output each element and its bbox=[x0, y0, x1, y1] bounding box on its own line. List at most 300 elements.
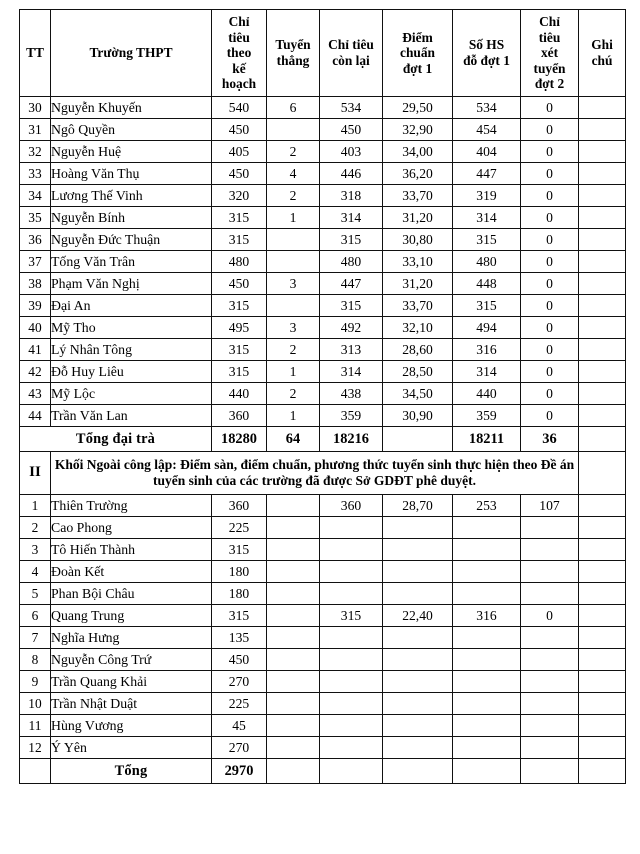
total-label-private: Tổng bbox=[51, 759, 212, 784]
public-cell-plan-quota: 315 bbox=[212, 229, 267, 251]
private-cell-quota-round2: 0 bbox=[521, 605, 579, 627]
public-cell-passed-round1: 314 bbox=[453, 361, 521, 383]
private-cell-direct-admission bbox=[267, 737, 320, 759]
total-benchmark-public bbox=[383, 427, 453, 452]
public-cell-plan-quota: 315 bbox=[212, 207, 267, 229]
private-cell-plan-quota: 45 bbox=[212, 715, 267, 737]
header-line: chú bbox=[591, 53, 613, 68]
table-row bbox=[20, 405, 626, 427]
public-cell-tt: 43 bbox=[20, 383, 51, 405]
private-cell-quota-round2: 107 bbox=[521, 495, 579, 517]
public-cell-direct-admission: 3 bbox=[267, 317, 320, 339]
public-cell-benchmark-round1: 36,20 bbox=[383, 163, 453, 185]
header-line: đợt 1 bbox=[402, 60, 433, 76]
public-cell-note bbox=[579, 141, 626, 163]
public-cell-direct-admission: 1 bbox=[267, 207, 320, 229]
private-cell-benchmark-round1 bbox=[383, 561, 453, 583]
public-cell-quota-round2: 0 bbox=[521, 207, 579, 229]
total-row-private bbox=[20, 759, 626, 784]
header-line: Chỉ bbox=[228, 14, 250, 30]
public-cell-quota-round2: 0 bbox=[521, 383, 579, 405]
header-line: Điểm bbox=[402, 29, 433, 45]
public-cell-benchmark-round1: 32,90 bbox=[383, 119, 453, 141]
public-cell-note bbox=[579, 273, 626, 295]
private-cell-remaining-quota bbox=[320, 671, 383, 693]
total-remaining-quota-private bbox=[320, 759, 383, 784]
public-cell-plan-quota: 360 bbox=[212, 405, 267, 427]
private-cell-note bbox=[579, 517, 626, 539]
private-cell-note bbox=[579, 649, 626, 671]
public-cell-school: Lý Nhân Tông bbox=[51, 339, 212, 361]
public-cell-remaining-quota: 447 bbox=[320, 273, 383, 295]
table-row bbox=[20, 273, 626, 295]
private-cell-benchmark-round1: 28,70 bbox=[383, 495, 453, 517]
private-cell-plan-quota: 135 bbox=[212, 627, 267, 649]
column-header-plan-quota bbox=[212, 10, 267, 97]
public-cell-passed-round1: 404 bbox=[453, 141, 521, 163]
public-cell-passed-round1: 316 bbox=[453, 339, 521, 361]
public-cell-school: Lương Thế Vinh bbox=[51, 185, 212, 207]
public-cell-note bbox=[579, 251, 626, 273]
public-cell-tt: 36 bbox=[20, 229, 51, 251]
public-cell-direct-admission: 1 bbox=[267, 361, 320, 383]
private-cell-plan-quota: 450 bbox=[212, 649, 267, 671]
public-cell-direct-admission bbox=[267, 229, 320, 251]
public-cell-school: Phạm Văn Nghị bbox=[51, 273, 212, 295]
table-row bbox=[20, 539, 626, 561]
table-row bbox=[20, 605, 626, 627]
private-cell-benchmark-round1 bbox=[383, 517, 453, 539]
public-cell-tt: 35 bbox=[20, 207, 51, 229]
private-cell-note bbox=[579, 539, 626, 561]
private-cell-benchmark-round1: 22,40 bbox=[383, 605, 453, 627]
table-row bbox=[20, 383, 626, 405]
table-body-private-schools bbox=[20, 452, 626, 784]
private-cell-passed-round1: 316 bbox=[453, 605, 521, 627]
private-cell-school: Nghĩa Hưng bbox=[51, 627, 212, 649]
table-row bbox=[20, 361, 626, 383]
public-cell-remaining-quota: 446 bbox=[320, 163, 383, 185]
private-cell-tt: 9 bbox=[20, 671, 51, 693]
private-cell-note bbox=[579, 605, 626, 627]
public-cell-passed-round1: 454 bbox=[453, 119, 521, 141]
private-cell-plan-quota: 180 bbox=[212, 561, 267, 583]
header-line: xét bbox=[540, 45, 559, 61]
public-cell-tt: 31 bbox=[20, 119, 51, 141]
private-cell-school: Thiên Trường bbox=[51, 495, 212, 517]
header-line: Chỉ tiêu bbox=[328, 37, 374, 53]
public-cell-direct-admission: 2 bbox=[267, 141, 320, 163]
total-tt-private bbox=[20, 759, 51, 784]
public-cell-quota-round2: 0 bbox=[521, 251, 579, 273]
table-body-public-schools bbox=[20, 97, 626, 452]
private-cell-tt: 12 bbox=[20, 737, 51, 759]
private-cell-plan-quota: 315 bbox=[212, 539, 267, 561]
public-cell-passed-round1: 447 bbox=[453, 163, 521, 185]
table-row bbox=[20, 737, 626, 759]
column-header-remaining-quota bbox=[320, 10, 383, 97]
public-cell-note bbox=[579, 97, 626, 119]
private-cell-quota-round2 bbox=[521, 649, 579, 671]
public-cell-direct-admission bbox=[267, 251, 320, 273]
private-cell-tt: 5 bbox=[20, 583, 51, 605]
public-cell-quota-round2: 0 bbox=[521, 317, 579, 339]
public-cell-remaining-quota: 438 bbox=[320, 383, 383, 405]
private-cell-quota-round2 bbox=[521, 539, 579, 561]
private-cell-quota-round2 bbox=[521, 561, 579, 583]
private-cell-school: Đoàn Kết bbox=[51, 561, 212, 583]
table-row bbox=[20, 583, 626, 605]
private-cell-note bbox=[579, 561, 626, 583]
public-cell-quota-round2: 0 bbox=[521, 97, 579, 119]
private-cell-tt: 11 bbox=[20, 715, 51, 737]
private-cell-remaining-quota: 360 bbox=[320, 495, 383, 517]
public-cell-quota-round2: 0 bbox=[521, 339, 579, 361]
public-cell-benchmark-round1: 33,70 bbox=[383, 185, 453, 207]
total-benchmark-private bbox=[383, 759, 453, 784]
header-line: chuẩn bbox=[400, 45, 435, 61]
table-header bbox=[20, 10, 626, 97]
header-line: thẳng bbox=[276, 53, 310, 68]
column-header-benchmark-round1 bbox=[383, 10, 453, 97]
public-cell-note bbox=[579, 317, 626, 339]
table-row bbox=[20, 495, 626, 517]
private-cell-passed-round1 bbox=[453, 627, 521, 649]
public-cell-school: Mỹ Lộc bbox=[51, 383, 212, 405]
table-row bbox=[20, 517, 626, 539]
table-row bbox=[20, 627, 626, 649]
public-cell-tt: 34 bbox=[20, 185, 51, 207]
private-cell-passed-round1 bbox=[453, 561, 521, 583]
private-cell-direct-admission bbox=[267, 539, 320, 561]
public-cell-benchmark-round1: 29,50 bbox=[383, 97, 453, 119]
header-line: Chỉ bbox=[539, 14, 560, 30]
public-cell-note bbox=[579, 339, 626, 361]
public-cell-benchmark-round1: 33,70 bbox=[383, 295, 453, 317]
private-cell-remaining-quota bbox=[320, 583, 383, 605]
public-cell-school: Trần Văn Lan bbox=[51, 405, 212, 427]
header-row bbox=[20, 10, 626, 97]
private-cell-note bbox=[579, 715, 626, 737]
column-header-note bbox=[579, 10, 626, 97]
private-cell-quota-round2 bbox=[521, 627, 579, 649]
total-row-public bbox=[20, 427, 626, 452]
table-row bbox=[20, 97, 626, 119]
public-cell-benchmark-round1: 28,60 bbox=[383, 339, 453, 361]
table-row bbox=[20, 339, 626, 361]
public-cell-school: Nguyễn Bính bbox=[51, 207, 212, 229]
public-cell-direct-admission: 3 bbox=[267, 273, 320, 295]
header-line: Tuyển bbox=[275, 37, 311, 53]
private-cell-tt: 3 bbox=[20, 539, 51, 561]
public-cell-passed-round1: 359 bbox=[453, 405, 521, 427]
public-cell-plan-quota: 540 bbox=[212, 97, 267, 119]
public-cell-direct-admission: 4 bbox=[267, 163, 320, 185]
public-cell-tt: 42 bbox=[20, 361, 51, 383]
public-cell-school: Nguyễn Khuyến bbox=[51, 97, 212, 119]
total-passed-round1-public: 18211 bbox=[453, 427, 521, 452]
private-cell-school: Ý Yên bbox=[51, 737, 212, 759]
private-cell-quota-round2 bbox=[521, 737, 579, 759]
public-cell-plan-quota: 315 bbox=[212, 361, 267, 383]
private-cell-plan-quota: 225 bbox=[212, 517, 267, 539]
private-cell-school: Phan Bội Châu bbox=[51, 583, 212, 605]
private-cell-benchmark-round1 bbox=[383, 715, 453, 737]
public-cell-tt: 40 bbox=[20, 317, 51, 339]
private-cell-benchmark-round1 bbox=[383, 627, 453, 649]
private-cell-plan-quota: 270 bbox=[212, 671, 267, 693]
header-line: đợt 2 bbox=[534, 76, 565, 92]
public-cell-tt: 38 bbox=[20, 273, 51, 295]
private-cell-note bbox=[579, 737, 626, 759]
public-cell-tt: 32 bbox=[20, 141, 51, 163]
private-cell-tt: 8 bbox=[20, 649, 51, 671]
public-cell-benchmark-round1: 30,80 bbox=[383, 229, 453, 251]
public-cell-benchmark-round1: 31,20 bbox=[383, 207, 453, 229]
private-cell-direct-admission bbox=[267, 605, 320, 627]
private-cell-plan-quota: 180 bbox=[212, 583, 267, 605]
public-cell-school: Nguyễn Đức Thuận bbox=[51, 229, 212, 251]
private-cell-passed-round1: 253 bbox=[453, 495, 521, 517]
private-cell-passed-round1 bbox=[453, 649, 521, 671]
private-cell-tt: 10 bbox=[20, 693, 51, 715]
private-cell-direct-admission bbox=[267, 561, 320, 583]
private-cell-plan-quota: 225 bbox=[212, 693, 267, 715]
public-cell-school: Ngô Quyền bbox=[51, 119, 212, 141]
public-cell-note bbox=[579, 383, 626, 405]
public-cell-direct-admission: 2 bbox=[267, 339, 320, 361]
private-cell-remaining-quota bbox=[320, 715, 383, 737]
enrollment-table bbox=[19, 9, 626, 784]
private-cell-quota-round2 bbox=[521, 693, 579, 715]
public-cell-quota-round2: 0 bbox=[521, 141, 579, 163]
public-cell-passed-round1: 494 bbox=[453, 317, 521, 339]
public-cell-plan-quota: 315 bbox=[212, 339, 267, 361]
column-header-passed-round1 bbox=[453, 10, 521, 97]
public-cell-benchmark-round1: 34,50 bbox=[383, 383, 453, 405]
public-cell-note bbox=[579, 207, 626, 229]
private-cell-school: Nguyễn Công Trứ bbox=[51, 649, 212, 671]
private-cell-benchmark-round1 bbox=[383, 539, 453, 561]
section-heading-text: Khối Ngoài công lập: Điểm sàn, điểm chuẩn, phương thức tuyển sinh thực hiện theo Đề án tuyển sinh của các trường đã được Sở GDĐT phê duyệt. bbox=[51, 452, 579, 495]
private-cell-benchmark-round1 bbox=[383, 737, 453, 759]
private-cell-school: Hùng Vương bbox=[51, 715, 212, 737]
private-cell-quota-round2 bbox=[521, 671, 579, 693]
public-cell-tt: 37 bbox=[20, 251, 51, 273]
public-cell-plan-quota: 450 bbox=[212, 273, 267, 295]
public-cell-remaining-quota: 318 bbox=[320, 185, 383, 207]
public-cell-quota-round2: 0 bbox=[521, 361, 579, 383]
table-row bbox=[20, 693, 626, 715]
public-cell-benchmark-round1: 31,20 bbox=[383, 273, 453, 295]
private-cell-remaining-quota bbox=[320, 539, 383, 561]
header-line: Ghi bbox=[591, 37, 613, 53]
private-cell-remaining-quota bbox=[320, 649, 383, 671]
public-cell-remaining-quota: 403 bbox=[320, 141, 383, 163]
public-cell-remaining-quota: 315 bbox=[320, 295, 383, 317]
public-cell-quota-round2: 0 bbox=[521, 119, 579, 141]
public-cell-quota-round2: 0 bbox=[521, 273, 579, 295]
public-cell-passed-round1: 440 bbox=[453, 383, 521, 405]
total-note-private bbox=[579, 759, 626, 784]
public-cell-passed-round1: 448 bbox=[453, 273, 521, 295]
private-cell-quota-round2 bbox=[521, 517, 579, 539]
public-cell-school: Hoàng Văn Thụ bbox=[51, 163, 212, 185]
private-cell-plan-quota: 315 bbox=[212, 605, 267, 627]
public-cell-direct-admission: 2 bbox=[267, 185, 320, 207]
section-note-cell bbox=[579, 452, 626, 495]
table-row bbox=[20, 185, 626, 207]
header-line: kế bbox=[232, 60, 246, 76]
public-cell-direct-admission bbox=[267, 295, 320, 317]
public-cell-note bbox=[579, 405, 626, 427]
section-roman-numeral: II bbox=[20, 452, 51, 495]
private-cell-note bbox=[579, 583, 626, 605]
private-cell-direct-admission bbox=[267, 495, 320, 517]
public-cell-note bbox=[579, 185, 626, 207]
private-cell-direct-admission bbox=[267, 627, 320, 649]
private-cell-note bbox=[579, 671, 626, 693]
private-cell-note bbox=[579, 693, 626, 715]
private-cell-passed-round1 bbox=[453, 539, 521, 561]
public-cell-remaining-quota: 492 bbox=[320, 317, 383, 339]
private-cell-direct-admission bbox=[267, 671, 320, 693]
private-cell-note bbox=[579, 495, 626, 517]
public-cell-plan-quota: 315 bbox=[212, 295, 267, 317]
private-cell-remaining-quota bbox=[320, 517, 383, 539]
public-cell-benchmark-round1: 28,50 bbox=[383, 361, 453, 383]
column-header-school: Trường THPT bbox=[51, 10, 212, 97]
public-cell-school: Đỗ Huy Liêu bbox=[51, 361, 212, 383]
total-direct-admission-private bbox=[267, 759, 320, 784]
total-quota-round2-public: 36 bbox=[521, 427, 579, 452]
total-plan-quota-public: 18280 bbox=[212, 427, 267, 452]
total-plan-quota-private: 2970 bbox=[212, 759, 267, 784]
private-cell-remaining-quota bbox=[320, 627, 383, 649]
private-cell-direct-admission bbox=[267, 517, 320, 539]
table-row bbox=[20, 119, 626, 141]
column-header-quota-round2 bbox=[521, 10, 579, 97]
column-header-tt: TT bbox=[20, 10, 51, 97]
private-cell-passed-round1 bbox=[453, 517, 521, 539]
public-cell-passed-round1: 534 bbox=[453, 97, 521, 119]
private-cell-benchmark-round1 bbox=[383, 649, 453, 671]
public-cell-plan-quota: 440 bbox=[212, 383, 267, 405]
private-cell-quota-round2 bbox=[521, 715, 579, 737]
public-cell-plan-quota: 480 bbox=[212, 251, 267, 273]
public-cell-remaining-quota: 314 bbox=[320, 207, 383, 229]
enrollment-table-sheet bbox=[19, 9, 625, 784]
public-cell-tt: 44 bbox=[20, 405, 51, 427]
public-cell-plan-quota: 405 bbox=[212, 141, 267, 163]
total-direct-admission-public: 64 bbox=[267, 427, 320, 452]
table-row bbox=[20, 251, 626, 273]
public-cell-plan-quota: 450 bbox=[212, 163, 267, 185]
private-cell-school: Tô Hiến Thành bbox=[51, 539, 212, 561]
public-cell-remaining-quota: 534 bbox=[320, 97, 383, 119]
public-cell-passed-round1: 315 bbox=[453, 229, 521, 251]
private-cell-tt: 7 bbox=[20, 627, 51, 649]
public-cell-passed-round1: 314 bbox=[453, 207, 521, 229]
public-cell-benchmark-round1: 30,90 bbox=[383, 405, 453, 427]
private-cell-tt: 2 bbox=[20, 517, 51, 539]
public-cell-note bbox=[579, 295, 626, 317]
public-cell-quota-round2: 0 bbox=[521, 163, 579, 185]
private-cell-direct-admission bbox=[267, 715, 320, 737]
private-cell-passed-round1 bbox=[453, 693, 521, 715]
public-cell-direct-admission: 1 bbox=[267, 405, 320, 427]
header-line: còn lại bbox=[332, 53, 370, 68]
private-cell-benchmark-round1 bbox=[383, 693, 453, 715]
public-cell-remaining-quota: 359 bbox=[320, 405, 383, 427]
private-cell-benchmark-round1 bbox=[383, 671, 453, 693]
public-cell-note bbox=[579, 163, 626, 185]
header-line: theo bbox=[226, 45, 252, 61]
total-quota-round2-private bbox=[521, 759, 579, 784]
table-row bbox=[20, 561, 626, 583]
public-cell-tt: 30 bbox=[20, 97, 51, 119]
private-cell-passed-round1 bbox=[453, 671, 521, 693]
public-cell-quota-round2: 0 bbox=[521, 185, 579, 207]
private-cell-plan-quota: 270 bbox=[212, 737, 267, 759]
private-cell-passed-round1 bbox=[453, 715, 521, 737]
public-cell-plan-quota: 450 bbox=[212, 119, 267, 141]
public-cell-quota-round2: 0 bbox=[521, 405, 579, 427]
public-cell-school: Mỹ Tho bbox=[51, 317, 212, 339]
public-cell-tt: 39 bbox=[20, 295, 51, 317]
public-cell-tt: 33 bbox=[20, 163, 51, 185]
column-header-direct-admission bbox=[267, 10, 320, 97]
header-line: Số HS bbox=[468, 37, 505, 53]
header-line: hoạch bbox=[221, 76, 257, 92]
public-cell-tt: 41 bbox=[20, 339, 51, 361]
public-cell-benchmark-round1: 34,00 bbox=[383, 141, 453, 163]
public-cell-benchmark-round1: 32,10 bbox=[383, 317, 453, 339]
section-header-row-private bbox=[20, 452, 626, 495]
header-line: tuyển bbox=[533, 60, 566, 76]
private-cell-remaining-quota: 315 bbox=[320, 605, 383, 627]
public-cell-direct-admission: 2 bbox=[267, 383, 320, 405]
public-cell-passed-round1: 319 bbox=[453, 185, 521, 207]
total-label-public: Tổng đại trà bbox=[20, 427, 212, 452]
public-cell-school: Nguyễn Huệ bbox=[51, 141, 212, 163]
private-cell-direct-admission bbox=[267, 583, 320, 605]
table-row bbox=[20, 295, 626, 317]
private-cell-school: Quang Trung bbox=[51, 605, 212, 627]
public-cell-passed-round1: 480 bbox=[453, 251, 521, 273]
table-row bbox=[20, 715, 626, 737]
public-cell-note bbox=[579, 361, 626, 383]
private-cell-remaining-quota bbox=[320, 737, 383, 759]
public-cell-remaining-quota: 313 bbox=[320, 339, 383, 361]
table-row bbox=[20, 141, 626, 163]
public-cell-benchmark-round1: 33,10 bbox=[383, 251, 453, 273]
private-cell-note bbox=[579, 627, 626, 649]
private-cell-benchmark-round1 bbox=[383, 583, 453, 605]
public-cell-school: Đại An bbox=[51, 295, 212, 317]
private-cell-tt: 6 bbox=[20, 605, 51, 627]
public-cell-direct-admission: 6 bbox=[267, 97, 320, 119]
private-cell-school: Trần Quang Khải bbox=[51, 671, 212, 693]
public-cell-plan-quota: 320 bbox=[212, 185, 267, 207]
header-line: đỗ đợt 1 bbox=[463, 53, 510, 68]
public-cell-remaining-quota: 314 bbox=[320, 361, 383, 383]
public-cell-remaining-quota: 480 bbox=[320, 251, 383, 273]
public-cell-direct-admission bbox=[267, 119, 320, 141]
table-row bbox=[20, 649, 626, 671]
total-passed-round1-private bbox=[453, 759, 521, 784]
public-cell-passed-round1: 315 bbox=[453, 295, 521, 317]
